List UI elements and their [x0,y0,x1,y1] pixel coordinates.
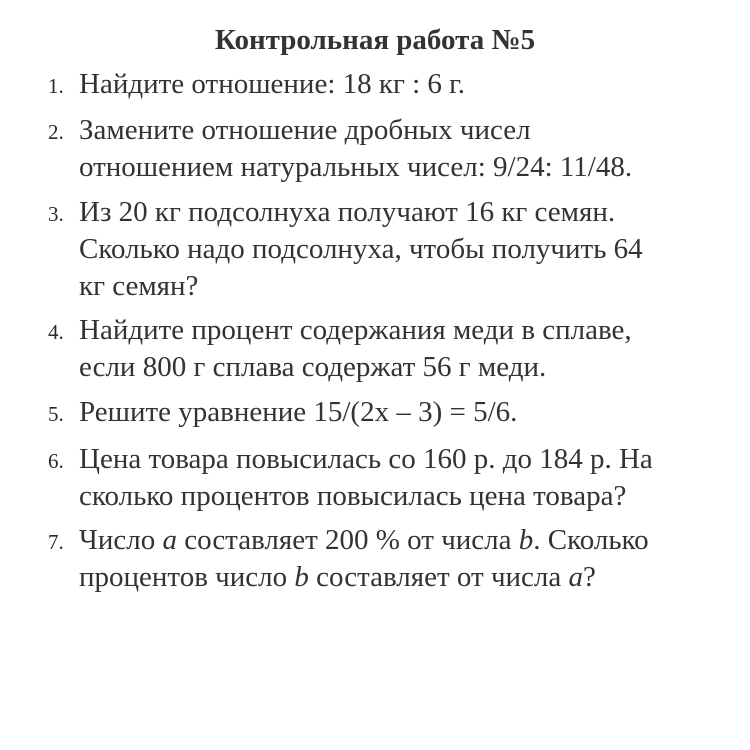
task-line: Найдите отношение: 18 кг : 6 г. [79,68,466,100]
task-text [79,66,739,103]
task-line: Из 20 кг подсолнуха получают 16 кг семян. [79,196,616,228]
task-number: 2. [48,120,64,144]
task-line: кг семян? [79,270,199,302]
text-fragment: составляет от числа [308,561,569,593]
task-line: Цена товара повысилась со 160 р. до 184 р. На [79,443,653,475]
variable-a: a [162,524,177,556]
task-line [79,559,739,596]
task-line: если 800 г сплава содержат 56 г меди. [79,351,547,383]
page-title: Контрольная работа №5 [214,24,536,56]
task-line: отношением натуральных чисел: 9/24: 11/48. [79,151,633,183]
task-text [79,312,739,386]
task-text [79,394,739,431]
task-line: сколько процентов повысилась цена товара? [79,480,627,512]
task-text [79,441,739,515]
task-text [79,112,739,186]
text-fragment: ? [583,561,596,593]
task-number: 1. [48,74,64,98]
task-text [79,194,739,305]
variable-b: b [294,561,309,593]
text-fragment: . Сколько [533,524,649,556]
task-number: 3. [48,202,64,226]
task-number: 5. [48,402,64,426]
task-line: Сколько надо подсолнуха, чтобы получить 64 [79,233,643,265]
task-number: 4. [48,320,64,344]
task-line [79,522,739,559]
task-number: 6. [48,449,64,473]
task-text [79,522,739,596]
text-fragment: составляет 200 % от числа [176,524,519,556]
variable-a: a [568,561,584,593]
task-line: Найдите процент содержания меди в сплаве, [79,314,632,346]
text-fragment: Число [79,524,163,556]
task-line: Решите уравнение 15/(2x – 3) = 5/6. [79,396,518,428]
text-fragment: процентов число [79,561,295,593]
variable-b: b [518,524,534,556]
task-line: Замените отношение дробных чисел [79,114,531,146]
task-number: 7. [48,530,64,554]
